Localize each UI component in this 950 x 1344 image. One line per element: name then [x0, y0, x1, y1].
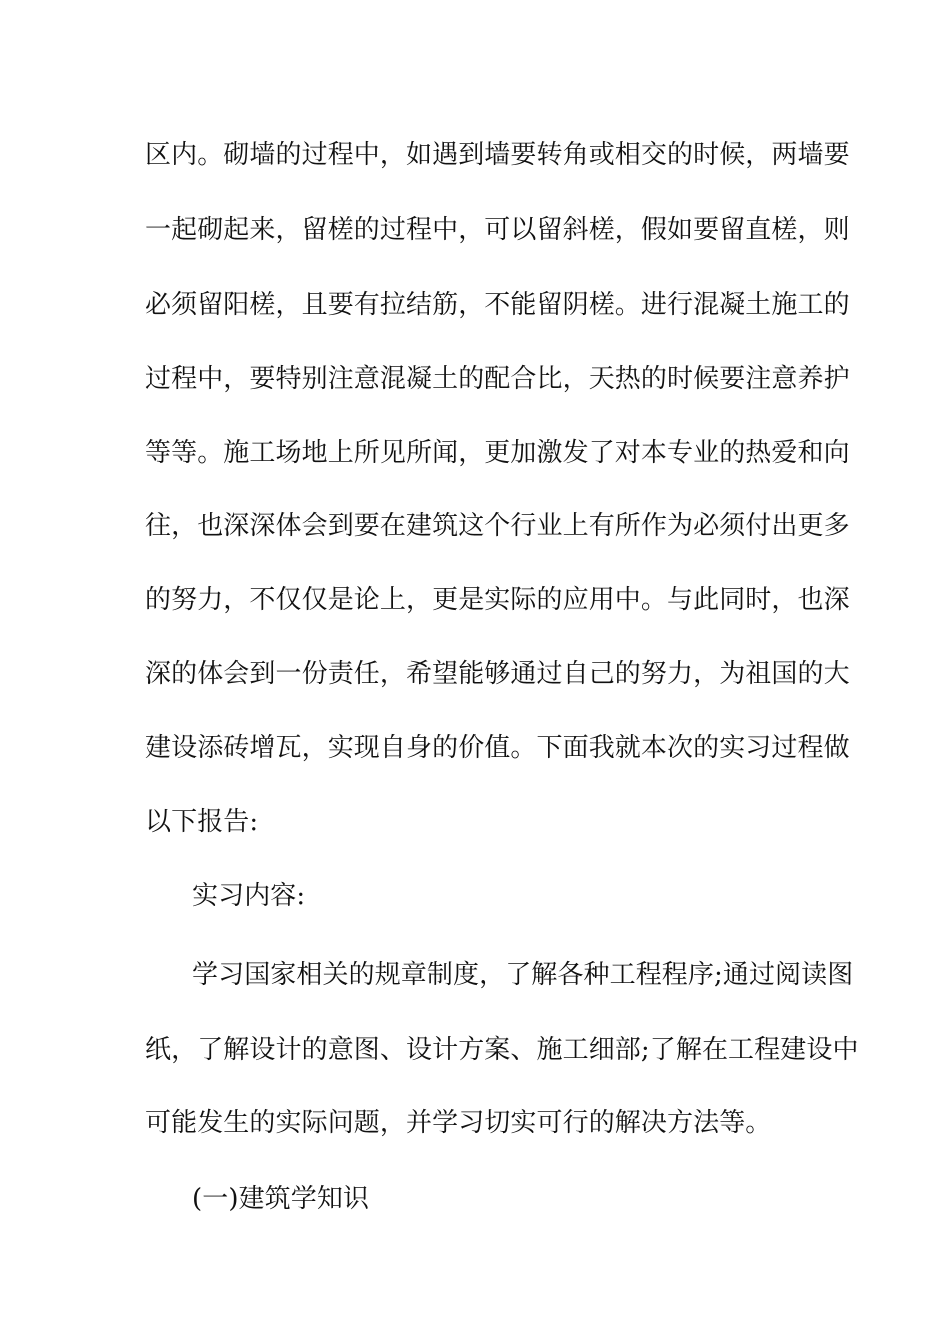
paragraph-line: 以下报告:	[145, 807, 259, 837]
section-label: 实习内容:	[192, 881, 306, 911]
paragraph-line: 建设添砖增瓦，实现自身的价值。下面我就本次的实习过程做	[145, 733, 850, 763]
paragraph-line: 深的体会到一份责任，希望能够通过自己的努力，为祖国的大	[145, 659, 850, 689]
paragraph-line: 可能发生的实际问题，并学习切实可行的解决方法等。	[145, 1108, 772, 1138]
section-heading: (一)建筑学知识	[192, 1184, 370, 1214]
paragraph-line: 过程中，要特别注意混凝土的配合比，天热的时候要注意养护	[145, 364, 850, 394]
paragraph-line: 等等。施工场地上所见所闻，更加激发了对本专业的热爱和向	[145, 438, 850, 468]
paragraph-line: 往，也深深体会到要在建筑这个行业上有所作为必须付出更多	[145, 511, 850, 541]
paragraph-line: 区内。砌墙的过程中，如遇到墙要转角或相交的时候，两墙要	[145, 140, 850, 170]
paragraph-line: 的努力，不仅仅是论上，更是实际的应用中。与此同时，也深	[145, 585, 850, 615]
paragraph-line: 一起砌起来，留槎的过程中，可以留斜槎，假如要留直槎，则	[145, 215, 850, 245]
paragraph-line: 必须留阳槎，且要有拉结筋，不能留阴槎。进行混凝土施工的	[145, 290, 850, 320]
paragraph-line: 学习国家相关的规章制度，了解各种工程程序;通过阅读图	[192, 960, 854, 990]
paragraph-line: 纸，了解设计的意图、设计方案、施工细部;了解在工程建设中	[145, 1035, 859, 1065]
